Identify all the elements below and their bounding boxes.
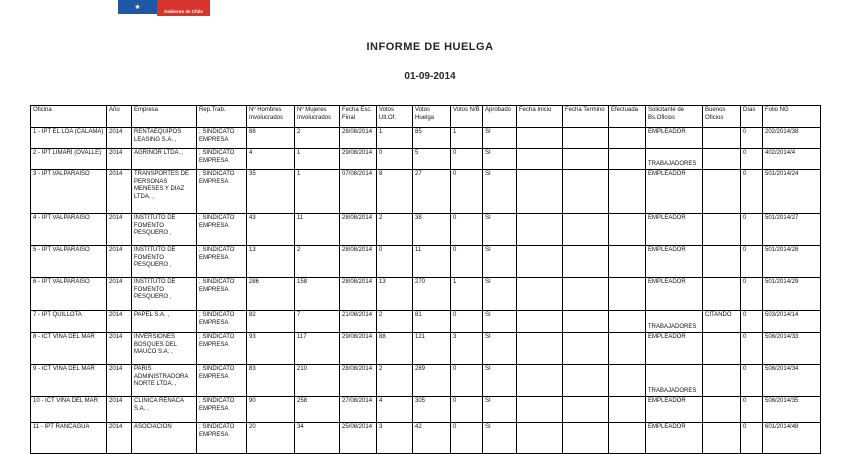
table-cell bbox=[703, 170, 741, 214]
table-cell: 0 bbox=[451, 149, 483, 170]
table-cell: 4 bbox=[247, 149, 295, 170]
table-cell: INSTITUTO DE FOMENTO PESQUERO , bbox=[132, 246, 197, 278]
table-cell: 27 bbox=[413, 170, 451, 214]
table-row bbox=[31, 128, 821, 149]
table-body bbox=[31, 128, 821, 454]
table-cell: SI bbox=[483, 214, 517, 246]
table-cell: SI bbox=[483, 311, 517, 333]
table-cell bbox=[563, 278, 609, 311]
table-cell: CITANDO bbox=[703, 311, 741, 333]
table-cell bbox=[609, 333, 646, 365]
table-cell: 501/2014/28 bbox=[763, 246, 821, 278]
table-header-cell: Buenos Oficios bbox=[703, 106, 741, 128]
table-cell bbox=[609, 246, 646, 278]
table-header-cell: Solicitante de Bs.Oficios bbox=[646, 106, 703, 128]
table-cell: 2 bbox=[295, 128, 340, 149]
table-cell bbox=[703, 397, 741, 423]
table-cell bbox=[609, 170, 646, 214]
table-cell bbox=[563, 365, 609, 397]
table-cell: 6 - IPT VALPARAISO bbox=[31, 278, 107, 311]
table-header-cell: Efectuada bbox=[609, 106, 646, 128]
table-cell: 0 bbox=[451, 311, 483, 333]
table-cell bbox=[517, 278, 563, 311]
table-cell: 2014 bbox=[107, 311, 132, 333]
table-cell bbox=[517, 397, 563, 423]
table-cell: 2014 bbox=[107, 214, 132, 246]
table-cell: 210 bbox=[295, 365, 340, 397]
table-cell: 0 bbox=[741, 278, 763, 311]
table-cell bbox=[609, 128, 646, 149]
table-cell: 29/08/2014 bbox=[340, 333, 377, 365]
table-cell bbox=[517, 246, 563, 278]
gov-logo bbox=[118, 0, 210, 16]
table-cell: SI bbox=[483, 397, 517, 423]
table-cell bbox=[609, 149, 646, 170]
table-cell: 5 - IPT VALPARAISO bbox=[31, 246, 107, 278]
table-cell: 28/08/2014 bbox=[340, 128, 377, 149]
table-cell: 28/08/2014 bbox=[340, 365, 377, 397]
table-cell: CLINICA REÑACA S.A. , bbox=[132, 397, 197, 423]
table-cell: 2 bbox=[377, 365, 413, 397]
table-cell bbox=[703, 423, 741, 454]
table-cell: 402/2014/4 bbox=[763, 149, 821, 170]
table-cell: TRABAJADORES bbox=[646, 149, 703, 170]
table-cell: 289 bbox=[413, 365, 451, 397]
table-cell: 1 bbox=[377, 128, 413, 149]
table-cell bbox=[517, 128, 563, 149]
table-cell bbox=[563, 214, 609, 246]
table-cell: 0 bbox=[741, 333, 763, 365]
table-row bbox=[31, 149, 821, 170]
table-cell: 85 bbox=[413, 128, 451, 149]
table-cell: PAPEL S.A. , bbox=[132, 311, 197, 333]
table-row bbox=[31, 246, 821, 278]
table-header-cell: Días bbox=[741, 106, 763, 128]
page-title: INFORME DE HUELGA bbox=[366, 41, 494, 53]
table-cell: 81 bbox=[413, 311, 451, 333]
table-cell: EMPLEADOR bbox=[646, 333, 703, 365]
table-cell: ; SINDICATO EMPRESA bbox=[197, 365, 247, 397]
table-cell: TRABAJADORES bbox=[646, 365, 703, 397]
table-cell: 0 bbox=[741, 311, 763, 333]
table-cell bbox=[703, 214, 741, 246]
table-header-cell: Votos N/B bbox=[451, 106, 483, 128]
table-header-cell: Nº Mujeres Involucrados bbox=[295, 106, 340, 128]
table-cell: 88 bbox=[247, 128, 295, 149]
table-cell: 7 - IPT QUILLOTA bbox=[31, 311, 107, 333]
table-cell: INVERSIONES BOSQUES DEL MAUCO S.A. , bbox=[132, 333, 197, 365]
table-cell: 2 bbox=[377, 311, 413, 333]
table-cell: 501/2014/29 bbox=[763, 278, 821, 311]
table-cell: 0 bbox=[741, 397, 763, 423]
table-cell: 2014 bbox=[107, 365, 132, 397]
table-cell: 0 bbox=[451, 365, 483, 397]
table-cell bbox=[703, 149, 741, 170]
table-cell: 4 - IPT VALPARAISO bbox=[31, 214, 107, 246]
logo-star-icon: ★ bbox=[134, 3, 141, 11]
table-cell: ; SINDICATO EMPRESA bbox=[197, 311, 247, 333]
table-cell: 0 bbox=[741, 170, 763, 214]
table-cell: 13 bbox=[377, 278, 413, 311]
table-cell bbox=[563, 423, 609, 454]
table-cell bbox=[517, 365, 563, 397]
table-row bbox=[31, 311, 821, 333]
table-cell: 0 bbox=[741, 128, 763, 149]
table-cell bbox=[703, 278, 741, 311]
table-cell: 3 bbox=[377, 423, 413, 454]
table-cell: 3 bbox=[451, 333, 483, 365]
table-header-cell: Fecha Inicio bbox=[517, 106, 563, 128]
table-cell bbox=[517, 214, 563, 246]
table-cell: 28/08/2014 bbox=[340, 278, 377, 311]
table-row bbox=[31, 170, 821, 214]
table-cell: SI bbox=[483, 365, 517, 397]
table-cell: 07/08/2014 bbox=[340, 170, 377, 214]
table-cell: 9 - ICT VIÑA DEL MAR bbox=[31, 365, 107, 397]
table-row bbox=[31, 333, 821, 365]
table-cell: 1 bbox=[295, 170, 340, 214]
table-cell: 13 bbox=[247, 246, 295, 278]
table-cell: EMPLEADOR bbox=[646, 214, 703, 246]
table-cell: 117 bbox=[295, 333, 340, 365]
table-cell: EMPLEADOR bbox=[646, 397, 703, 423]
table-header-cell: Oficina bbox=[31, 106, 107, 128]
table-cell: 0 bbox=[741, 246, 763, 278]
table-cell: 11 bbox=[413, 246, 451, 278]
table-header-cell: Año bbox=[107, 106, 132, 128]
table-cell bbox=[703, 246, 741, 278]
table-cell: 508/2014/35 bbox=[763, 397, 821, 423]
table-cell: 43 bbox=[247, 214, 295, 246]
table-cell: 0 bbox=[377, 149, 413, 170]
table-cell: 82 bbox=[247, 311, 295, 333]
table-cell: 8 - ICT VIÑA DEL MAR bbox=[31, 333, 107, 365]
table-cell: 0 bbox=[451, 214, 483, 246]
table-cell: RENTAEQUIPOS LEASING S.A. , bbox=[132, 128, 197, 149]
table-cell: INSTITUTO DE FOMENTO PESQUERO , bbox=[132, 278, 197, 311]
table-cell bbox=[609, 397, 646, 423]
table-cell: 29/08/2014 bbox=[340, 149, 377, 170]
table-header-row bbox=[31, 106, 821, 128]
table-cell: 2 bbox=[377, 214, 413, 246]
table-cell: SI bbox=[483, 423, 517, 454]
table-cell: 0 bbox=[451, 246, 483, 278]
table-header-cell: Rep.Trab. bbox=[197, 106, 247, 128]
table-cell bbox=[609, 214, 646, 246]
table-cell: 0 bbox=[741, 365, 763, 397]
table-cell bbox=[517, 423, 563, 454]
table-cell: 11 bbox=[295, 214, 340, 246]
table-cell: 0 bbox=[451, 423, 483, 454]
table-cell: 5 bbox=[413, 149, 451, 170]
table-cell: SI bbox=[483, 333, 517, 365]
table-cell bbox=[703, 333, 741, 365]
table-cell: 11 - IPT RANCAGUA bbox=[31, 423, 107, 454]
table-cell: 601/2014/48 bbox=[763, 423, 821, 454]
table-cell: 501/2014/24 bbox=[763, 170, 821, 214]
table-cell: INSTITUTO DE FOMENTO PESQUERO , bbox=[132, 214, 197, 246]
table-row bbox=[31, 423, 821, 454]
table-cell: EMPLEADOR bbox=[646, 278, 703, 311]
table-cell: AGRINOR LTDA. , bbox=[132, 149, 197, 170]
logo-flag-red bbox=[157, 0, 210, 16]
table-cell: 42 bbox=[413, 423, 451, 454]
table-row bbox=[31, 214, 821, 246]
table-cell bbox=[517, 311, 563, 333]
table-cell: SI bbox=[483, 170, 517, 214]
table-cell: ; SINDICATO EMPRESA bbox=[197, 397, 247, 423]
table-cell: 121 bbox=[413, 333, 451, 365]
table-row bbox=[31, 278, 821, 311]
table-cell: 27/08/2014 bbox=[340, 397, 377, 423]
table-cell: 1 bbox=[451, 278, 483, 311]
table-cell: 501/2014/27 bbox=[763, 214, 821, 246]
table-cell bbox=[609, 365, 646, 397]
table-cell: 0 bbox=[377, 246, 413, 278]
table-cell: EMPLEADOR bbox=[646, 170, 703, 214]
table-row bbox=[31, 365, 821, 397]
table-cell bbox=[563, 149, 609, 170]
table-cell bbox=[609, 311, 646, 333]
table-cell bbox=[517, 170, 563, 214]
table-header-cell: Fecha Esc. Final bbox=[340, 106, 377, 128]
table-cell: 8 bbox=[377, 170, 413, 214]
table-cell: 2014 bbox=[107, 333, 132, 365]
table-cell: 2014 bbox=[107, 278, 132, 311]
table-cell bbox=[703, 365, 741, 397]
table-head bbox=[31, 106, 821, 128]
table-cell: TRABAJADORES bbox=[646, 311, 703, 333]
table-cell: 2014 bbox=[107, 246, 132, 278]
table-cell: TRANSPORTES DE PERSONAS MENESES Y DIAZ LTDA. , bbox=[132, 170, 197, 214]
table-cell: 34 bbox=[295, 423, 340, 454]
table-cell: 286 bbox=[247, 278, 295, 311]
table-cell: 0 bbox=[451, 397, 483, 423]
table-cell: SI bbox=[483, 278, 517, 311]
table-cell: 2014 bbox=[107, 128, 132, 149]
table-cell: PARIS ADMINISTRADORA NORTE LTDA. , bbox=[132, 365, 197, 397]
table-cell: 7 bbox=[295, 311, 340, 333]
table-cell: 0 bbox=[741, 149, 763, 170]
table-cell: ASOCIACION bbox=[132, 423, 197, 454]
table-cell: 83 bbox=[247, 365, 295, 397]
table-cell bbox=[563, 170, 609, 214]
table-cell: 21/08/2014 bbox=[340, 311, 377, 333]
table-cell: ; SINDICATO EMPRESA bbox=[197, 214, 247, 246]
table-cell: ; SINDICATO EMPRESA bbox=[197, 170, 247, 214]
table-cell: ; SINDICATO EMPRESA bbox=[197, 246, 247, 278]
table-cell: SI bbox=[483, 128, 517, 149]
table-row bbox=[31, 397, 821, 423]
table-cell: 2 bbox=[295, 246, 340, 278]
table-cell: ; SINDICATO EMPRESA bbox=[197, 423, 247, 454]
table-cell bbox=[609, 278, 646, 311]
strike-table bbox=[30, 105, 821, 454]
table-cell: ; SINDICATO EMPRESA bbox=[197, 333, 247, 365]
report-date: 01-09-2014 bbox=[404, 71, 456, 82]
table-header-cell: Folio NG bbox=[763, 106, 821, 128]
table-cell bbox=[563, 246, 609, 278]
table-cell bbox=[563, 128, 609, 149]
table-cell: ; SINDICATO EMPRESA bbox=[197, 128, 247, 149]
table-cell: 10 - ICT VIÑA DEL MAR bbox=[31, 397, 107, 423]
table-cell: 270 bbox=[413, 278, 451, 311]
table-cell: 305 bbox=[413, 397, 451, 423]
table-cell bbox=[563, 311, 609, 333]
table-cell: 508/2014/33 bbox=[763, 333, 821, 365]
table-cell bbox=[517, 149, 563, 170]
table-cell: 2014 bbox=[107, 423, 132, 454]
table-cell: 508/2014/34 bbox=[763, 365, 821, 397]
table-cell: SI bbox=[483, 149, 517, 170]
table-cell: 0 bbox=[741, 214, 763, 246]
table-cell: 20 bbox=[247, 423, 295, 454]
table-cell: 4 bbox=[377, 397, 413, 423]
logo-flag-blue bbox=[118, 0, 157, 14]
table-cell: 1 bbox=[451, 128, 483, 149]
table-header-cell: Aprobado bbox=[483, 106, 517, 128]
table-cell: EMPLEADOR bbox=[646, 246, 703, 278]
table-cell: 0 bbox=[451, 170, 483, 214]
table-cell: 2014 bbox=[107, 397, 132, 423]
table-cell: 2 - IPT LIMARI (OVALLE) bbox=[31, 149, 107, 170]
table-cell: 0 bbox=[741, 423, 763, 454]
table-cell bbox=[517, 333, 563, 365]
table-cell: 25/08/2014 bbox=[340, 423, 377, 454]
table-cell: EMPLEADOR bbox=[646, 128, 703, 149]
table-cell: SI bbox=[483, 246, 517, 278]
table-cell bbox=[563, 397, 609, 423]
table-cell: 202/2014/38 bbox=[763, 128, 821, 149]
table-header-cell: Votos Ult.Of. bbox=[377, 106, 413, 128]
table-cell bbox=[563, 333, 609, 365]
table-cell: 2014 bbox=[107, 149, 132, 170]
table-header-cell: Empresa bbox=[132, 106, 197, 128]
table-cell: 2014 bbox=[107, 170, 132, 214]
table-cell: 38 bbox=[413, 214, 451, 246]
table-cell: 93 bbox=[247, 333, 295, 365]
table-header-cell: Votos Huelga bbox=[413, 106, 451, 128]
table-cell: 1 - IPT EL LOA (CALAMA) bbox=[31, 128, 107, 149]
table-cell: 1 bbox=[295, 149, 340, 170]
table-cell: 258 bbox=[295, 397, 340, 423]
logo-text: Gobierno de Chile bbox=[164, 9, 203, 14]
table-cell: 35 bbox=[247, 170, 295, 214]
table-cell: 88 bbox=[377, 333, 413, 365]
table-cell: ; SINDICATO EMPRESA bbox=[197, 278, 247, 311]
table-cell: EMPLEADOR bbox=[646, 423, 703, 454]
table-cell: 158 bbox=[295, 278, 340, 311]
table-cell: 28/08/2014 bbox=[340, 246, 377, 278]
table-cell: 90 bbox=[247, 397, 295, 423]
table-cell: ; SINDICATO EMPRESA bbox=[197, 149, 247, 170]
table-cell bbox=[703, 128, 741, 149]
table-cell: 3 - IPT VALPARAISO bbox=[31, 170, 107, 214]
table-cell bbox=[609, 423, 646, 454]
table-cell: 28/08/2014 bbox=[340, 214, 377, 246]
table-header-cell: Fecha Termino bbox=[563, 106, 609, 128]
table-header-cell: Nº Hombres Involucrados bbox=[247, 106, 295, 128]
table-cell: 503/2014/14 bbox=[763, 311, 821, 333]
